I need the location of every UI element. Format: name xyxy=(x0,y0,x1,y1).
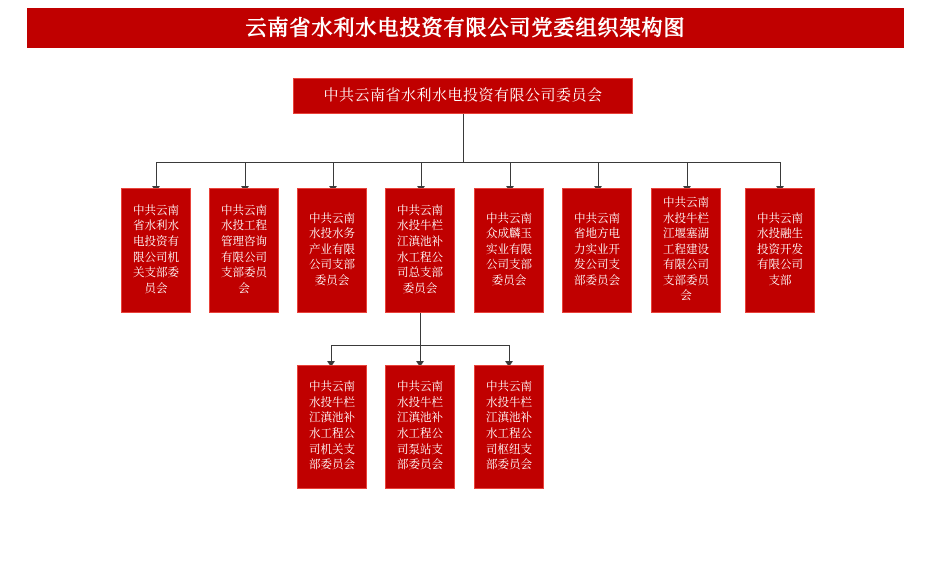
org-node-level2-6-label: 中共云南省地方电力实业开发公司支部委员会 xyxy=(574,212,620,287)
org-node-level2-3-label: 中共云南水投水务产业有限公司支部委员会 xyxy=(309,212,355,287)
org-node-level2-2-label: 中共云南水投工程管理咨询有限公司支部委员会 xyxy=(221,204,267,295)
org-node-level2-8-label: 中共云南水投融生投资开发有限公司支部 xyxy=(757,212,803,287)
org-node-level2-2[interactable] xyxy=(209,188,279,313)
org-node-level2-5[interactable] xyxy=(474,188,544,313)
org-node-level3-1[interactable] xyxy=(297,365,367,489)
org-node-root-label: 中共云南省水利水电投资有限公司委员会 xyxy=(323,86,603,104)
org-node-level2-7-label: 中共云南水投牛栏江堰塞湖工程建设有限公司支部委员会 xyxy=(663,197,709,303)
org-node-level2-4-label: 中共云南水投牛栏江滇池补水工程公司总支部委员会 xyxy=(397,204,443,295)
org-node-level2-6[interactable] xyxy=(562,188,632,313)
org-node-level3-3[interactable] xyxy=(474,365,544,489)
org-node-level2-4[interactable] xyxy=(385,188,455,313)
connector-drop-3 xyxy=(333,162,334,188)
connector-drop-2 xyxy=(245,162,246,188)
page-title: 云南省水利水电投资有限公司党委组织架构图 xyxy=(245,16,686,40)
org-node-level2-3[interactable] xyxy=(297,188,367,313)
connector-drop-5 xyxy=(510,162,511,188)
connector-root-vertical xyxy=(463,114,464,162)
connector-drop-7 xyxy=(687,162,688,188)
connector-drop-4 xyxy=(421,162,422,188)
connector-drop-8 xyxy=(780,162,781,188)
org-node-level2-5-label: 中共云南众成麟玉实业有限公司支部委员会 xyxy=(486,212,532,287)
org-node-root[interactable] xyxy=(293,78,633,114)
org-node-level2-1-label: 中共云南省水利水电投资有限公司机关支部委员会 xyxy=(133,204,179,295)
chart-title-banner xyxy=(27,8,904,48)
org-node-level3-2[interactable] xyxy=(385,365,455,489)
org-node-level3-1-label: 中共云南水投牛栏江滇池补水工程公司机关支部委员会 xyxy=(309,381,355,472)
org-node-level2-1[interactable] xyxy=(121,188,191,313)
org-node-level3-3-label: 中共云南水投牛栏江滇池补水工程公司枢纽支部委员会 xyxy=(486,381,532,472)
org-node-level3-2-label: 中共云南水投牛栏江滇池补水工程公司泵站支部委员会 xyxy=(397,381,443,472)
connector-drop-1 xyxy=(156,162,157,188)
connector-level3-vertical xyxy=(420,313,421,345)
connector-drop-6 xyxy=(598,162,599,188)
org-node-level2-8[interactable] xyxy=(745,188,815,313)
org-node-level2-7[interactable] xyxy=(651,188,721,313)
